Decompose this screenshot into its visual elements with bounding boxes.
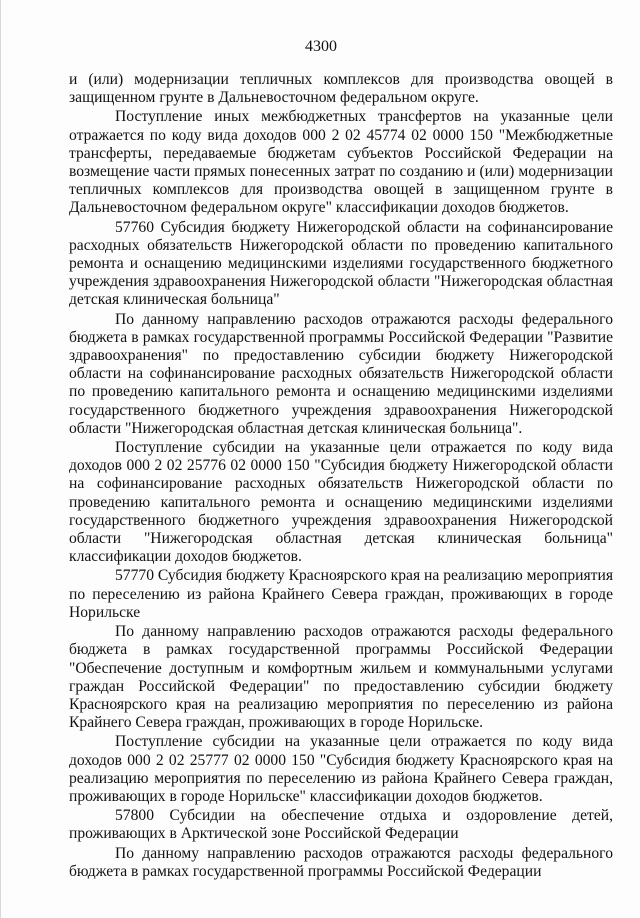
page-number: 4300 xyxy=(305,38,337,55)
paragraph-continuation: и (или) модернизации тепличных комплексов для производства овощей в защищенном грунте в Дальневосточном федеральном округе. xyxy=(69,71,613,107)
paragraph-heading-57760: 57760 Субсидия бюджету Нижегородской области на софинансирование расходных обязательств Нижегородской области по проведению капитального ремонта и оснащению медицинскими изделиями государственного бюджетного учреждения здравоохранения Нижегородской области "Нижегородская областная детская клиническая больница" xyxy=(69,218,613,309)
paragraph-heading-57800: 57800 Субсидии на обеспечение отдыха и оздоровление детей, проживающих в Арктической зоне Российской Федерации xyxy=(69,807,613,843)
paragraph-expenses-57800: По данному направлению расходов отражаются расходы федерального бюджета в рамках государственной программы Российской Федерации xyxy=(69,844,613,880)
document-body xyxy=(69,71,613,882)
paragraph-expenses-57760: По данному направлению расходов отражаются расходы федерального бюджета в рамках государственной программы Российской Федерации "Развитие здравоохранения" по предоставлению субсидии бюджету Нижегородской области на софинансирование расходных обязательств Нижегородской области по проведению капитального ремонта и оснащению медицинскими изделиями государственного бюджетного учреждения здравоохранения Нижегородской области "Нижегородская областная детская клиническая больница". xyxy=(69,310,613,437)
paragraph-income-45774: Поступление иных межбюджетных трансфертов на указанные цели отражается по коду вида доходов 000 2 02 45774 02 0000 150 "Межбюджетные трансферты, передаваемые бюджетам субъектов Российской Федерации на возмещение части прямых понесенных затрат по созданию и (или) модернизации тепличных комплексов для производства овощей в защищенном грунте в Дальневосточном федеральном округе" классификации доходов бюджетов. xyxy=(69,108,613,217)
paragraph-heading-57770: 57770 Субсидия бюджету Красноярского края на реализацию мероприятия по переселению из района Крайнего Севера граждан, проживающих в городе Норильске xyxy=(69,567,613,621)
paragraph-income-25777: Поступление субсидии на указанные цели отражается по коду вида доходов 000 2 02 25777 02 0000 150 "Субсидия бюджету Красноярского края на реализацию мероприятия по переселению из района Крайнего Севера граждан, проживающих в городе Норильске" классификации доходов бюджетов. xyxy=(69,733,613,805)
paragraph-income-25776: Поступление субсидии на указанные цели отражается по коду вида доходов 000 2 02 25776 02 0000 150 "Субсидия бюджету Нижегородской области на софинансирование расходных обязательств Нижегородской области по проведению капитального ремонта и оснащению медицинскими изделиями государственного бюджетного учреждения здравоохранения Нижегородской области "Нижегородская областная детская клиническая больница" классификации доходов бюджетов. xyxy=(69,439,613,566)
paragraph-expenses-57770: По данному направлению расходов отражаются расходы федерального бюджета в рамках государственной программы Российской Федерации "Обеспечение доступным и комфортным жильем и коммунальными услугами граждан Российской Федерации" по предоставлению субсидии бюджету Красноярского края на реализацию мероприятия по переселению из района Крайнего Севера граждан, проживающих в городе Норильске. xyxy=(69,623,613,732)
